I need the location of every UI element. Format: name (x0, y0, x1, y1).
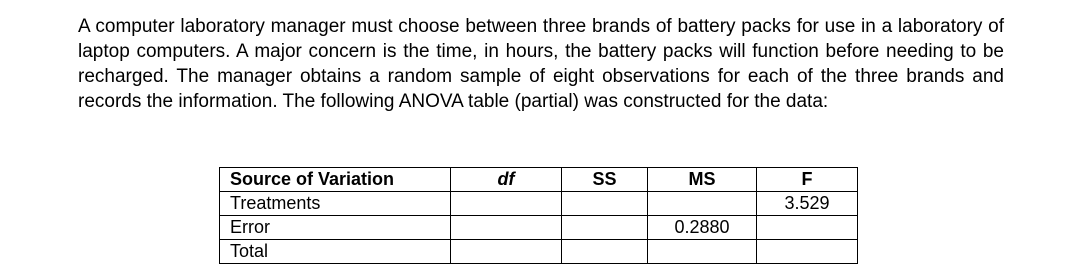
cell-df (451, 240, 562, 264)
cell-ss (562, 192, 648, 216)
anova-table (219, 167, 858, 264)
table-row-total (220, 240, 858, 264)
cell-source: Treatments (220, 192, 451, 216)
cell-df (451, 192, 562, 216)
header-f: F (757, 168, 858, 192)
table-row-error (220, 216, 858, 240)
cell-source: Error (220, 216, 451, 240)
header-source-of-variation: Source of Variation (220, 168, 451, 192)
cell-f (757, 240, 858, 264)
header-df: df (451, 168, 562, 192)
cell-ss (562, 216, 648, 240)
cell-f (757, 216, 858, 240)
cell-ss (562, 240, 648, 264)
problem-statement: A computer laboratory manager must choose between three brands of battery packs for use in a laboratory of laptop computers. A major concern is the time, in hours, the battery packs will function before needing to be recharged. The manager obtains a random sample of eight observations for each of the three brands and records the information. The following ANOVA table (partial) was constructed for the data: (78, 16, 1004, 112)
cell-ms (648, 240, 757, 264)
table-row-treatments (220, 192, 858, 216)
table-header-row (220, 168, 858, 192)
cell-source: Total (220, 240, 451, 264)
header-ms: MS (648, 168, 757, 192)
cell-ms (648, 192, 757, 216)
cell-ms: 0.2880 (648, 216, 757, 240)
cell-f: 3.529 (757, 192, 858, 216)
cell-df (451, 216, 562, 240)
header-ss: SS (562, 168, 648, 192)
